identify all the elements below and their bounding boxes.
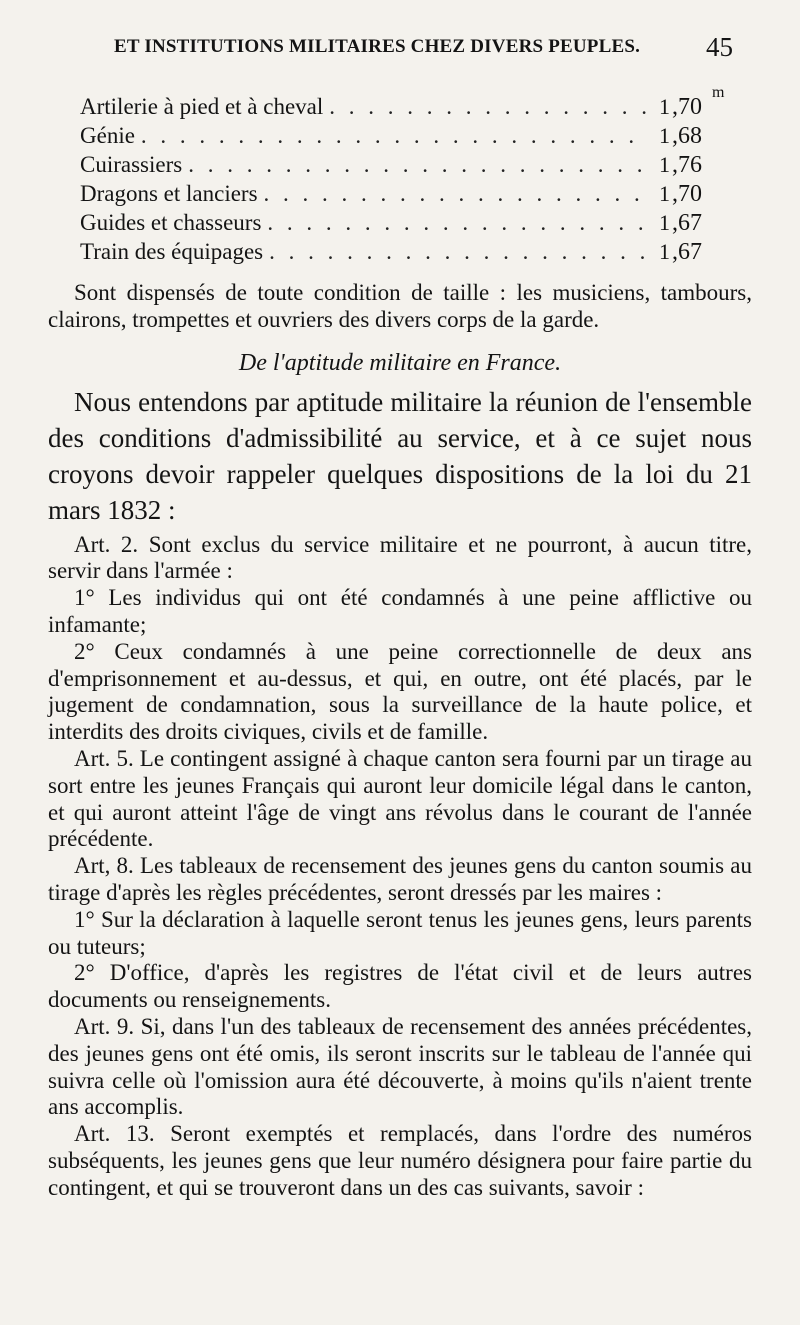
- table-row: [80, 181, 720, 210]
- table-row: [80, 210, 720, 239]
- table-row: [80, 94, 720, 123]
- article-9: Art. 9. Si, dans l'un des tableaux de recensement des années précédentes, des jeunes gens ont été omis, ils seront inscrits sur le tableau de l'année qui suivra celle où l'omission aura été découverte, à moins qu'ils n'aient trente ans accomplis.: [48, 1013, 752, 1120]
- row-value-int: 1: [659, 152, 670, 177]
- section-title: De l'aptitude militaire en France.: [238, 349, 562, 376]
- dot-leader: [182, 152, 648, 178]
- article-13: Art. 13. Seront exemptés et remplacés, dans l'ordre des numéros subséquents, les jeunes gens que leur numéro désignera pour faire partie du contingent, et qui se trouveront dans un des cas suivants, savoir :: [48, 1121, 752, 1200]
- row-label: Cuirassiers: [80, 152, 183, 177]
- article-2: Art. 2. Sont exclus du service militaire et ne pourront, à aucun titre, servir dans l'armée :: [48, 531, 752, 584]
- article-8-item-2: 2° D'office, d'après les registres de l'état civil et de leurs autres documents ou renseignements.: [48, 960, 752, 1013]
- dot-leader: [258, 181, 648, 207]
- height-table: [80, 94, 720, 268]
- row-label: Artilerie à pied et à cheval: [80, 94, 324, 119]
- dot-leader: [263, 239, 648, 265]
- running-title: ET INSTITUTIONS MILITAIRES CHEZ DIVERS PEUPLES.: [114, 36, 641, 57]
- table-row: [80, 239, 720, 268]
- article-5: Art. 5. Le contingent assigné à chaque canton sera fourni par un tirage au sort entre les jeunes Français qui auront leur domicile légal dans le canton, et qui auront atteint l'âge de vingt ans révolus dans le courant de l'année précédente.: [48, 745, 752, 852]
- dot-leader: [323, 94, 648, 120]
- row-value-int: 1: [659, 94, 670, 119]
- unit-mark: m: [712, 84, 725, 101]
- page-header: [0, 32, 800, 70]
- row-label: Train des équipages: [80, 239, 264, 264]
- row-value-dec: ,67: [672, 239, 702, 265]
- row-label: Guides et chasseurs: [80, 210, 262, 235]
- dot-leader: [135, 123, 648, 149]
- article-2-item-2: 2° Ceux condamnés à une peine correctionnelle de deux ans d'emprisonnement et au-dessus, et qui, en outre, ont été placés, par le jugement de condamnation, sous la surveillance de la haute police, et interdits des droits civiques, civils et de famille.: [48, 638, 752, 745]
- table-row: [80, 123, 720, 152]
- row-value-dec: ,70: [672, 94, 702, 120]
- row-value-int: 1: [659, 210, 670, 235]
- dispenses-paragraph: Sont dispensés de toute condition de taille : les musiciens, tambours, clairons, trompettes et ouvriers des divers corps de la garde.: [48, 280, 752, 332]
- article-8-item-1: 1° Sur la déclaration à laquelle seront tenus les jeunes gens, leurs parents ou tuteurs;: [48, 906, 752, 959]
- article-8: Art, 8. Les tableaux de recensement des jeunes gens du canton soumis au tirage d'après les règles précédentes, seront dressés par les maires :: [48, 853, 752, 905]
- row-value-dec: ,68: [672, 123, 702, 149]
- row-value-dec: ,67: [672, 210, 702, 236]
- table-row: [80, 152, 720, 181]
- row-value-dec: ,76: [672, 152, 702, 178]
- article-2-item-1: 1° Les individus qui ont été condamnés à une peine afflictive ou infamante;: [48, 585, 752, 637]
- row-value-int: 1: [659, 239, 670, 264]
- page-body: [48, 280, 752, 1202]
- row-value-int: 1: [659, 181, 670, 206]
- row-value-dec: ,70: [672, 181, 702, 207]
- dot-leader: [261, 210, 648, 236]
- intro-paragraph: Nous entendons par aptitude militaire la réunion de l'ensemble des conditions d'admissibilité au service, et à ce sujet nous croyons devoir rappeler quelques dispositions de la loi du 21 mars 1832 :: [48, 386, 752, 525]
- row-label: Génie: [80, 123, 135, 148]
- page-number: 45: [706, 32, 733, 62]
- row-label: Dragons et lanciers: [80, 181, 258, 206]
- row-value-int: 1: [659, 123, 670, 148]
